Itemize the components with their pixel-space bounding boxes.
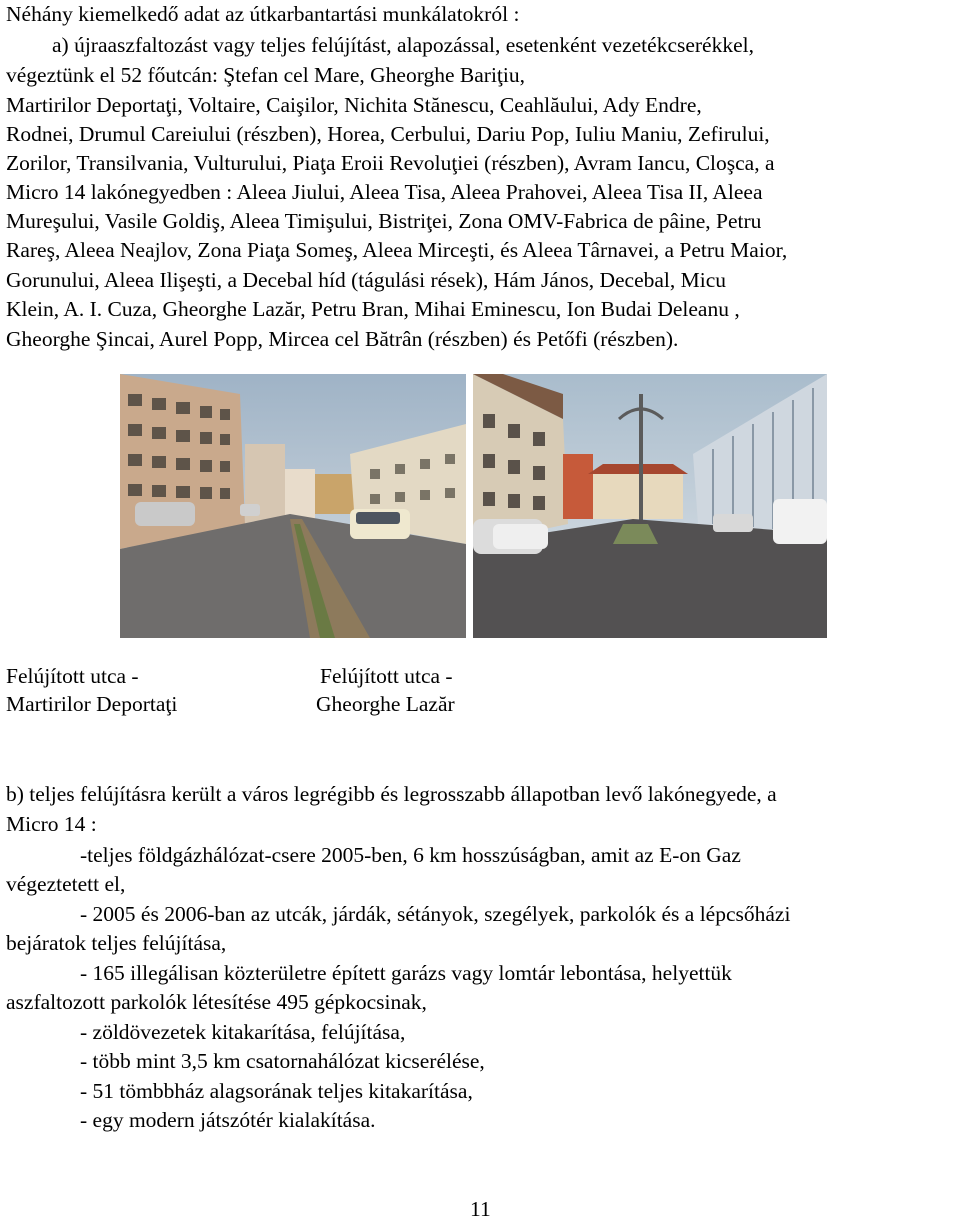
caption-right-line: Gheorghe Lazăr bbox=[316, 692, 455, 716]
caption-left-line: Martirilor Deportaţi bbox=[6, 692, 178, 716]
section-b-line: b) teljes felújításra került a város legrégibb és legrosszabb állapotban levő lakónegyede, a bbox=[6, 782, 777, 806]
page-heading: Néhány kiemelkedő adat az útkarbantartási munkálatokról : bbox=[6, 2, 520, 26]
page-number: 11 bbox=[470, 1197, 491, 1221]
section-a-line: Gheorghe Şincai, Aurel Popp, Mircea cel Bătrân (részben) és Petőfi (részben). bbox=[6, 327, 679, 351]
list-item: - 51 tömbbház alagsorának teljes kitakarítása, bbox=[80, 1079, 473, 1103]
list-item-continuation: végeztetett el, bbox=[6, 872, 126, 896]
list-item-continuation: aszfaltozott parkolók létesítése 495 gépkocsinak, bbox=[6, 990, 427, 1014]
section-a-line: végeztünk el 52 főutcán: Ştefan cel Mare, Gheorghe Bariţiu, bbox=[6, 63, 526, 87]
street-photo-gheorghe-lazar bbox=[473, 374, 827, 638]
section-a-line: Martirilor Deportaţi, Voltaire, Caişilor, Nichita Stănescu, Ceahlăului, Ady Endre, bbox=[6, 93, 702, 117]
caption-left-line: Felújított utca - bbox=[6, 664, 139, 688]
caption-right-line: Felújított utca - bbox=[320, 664, 453, 688]
list-item: - 165 illegálisan közterületre épített garázs vagy lomtár lebontása, helyettük bbox=[80, 961, 732, 985]
section-b-line: Micro 14 : bbox=[6, 812, 97, 836]
section-a-line: Mureşului, Vasile Goldiş, Aleea Timişului, Bistriţei, Zona OMV-Fabrica de pâine, Petru bbox=[6, 209, 762, 233]
street-photo-martirilor-deportati bbox=[120, 374, 466, 638]
list-item: - több mint 3,5 km csatornahálózat kicserélése, bbox=[80, 1049, 485, 1073]
list-item: -teljes földgázhálózat-csere 2005-ben, 6 km hosszúságban, amit az E-on Gaz bbox=[80, 843, 741, 867]
section-a-line: a) újraaszfaltozást vagy teljes felújítást, alapozással, esetenként vezetékcserékkel, bbox=[52, 33, 754, 57]
section-a-line: Rodnei, Drumul Careiului (részben), Horea, Cerbului, Dariu Pop, Iuliu Maniu, Zefirului, bbox=[6, 122, 770, 146]
section-a-line: Klein, A. I. Cuza, Gheorghe Lazăr, Petru Bran, Mihai Eminescu, Ion Budai Deleanu , bbox=[6, 297, 740, 321]
section-a-line: Gorunului, Aleea Ilişeşti, a Decebal híd (tágulási rések), Hám János, Decebal, Micu bbox=[6, 268, 727, 292]
list-item: - 2005 és 2006-ban az utcák, járdák, sétányok, szegélyek, parkolók és a lépcsőházi bbox=[80, 902, 791, 926]
section-a-line: Micro 14 lakónegyedben : Aleea Jiului, Aleea Tisa, Aleea Prahovei, Aleea Tisa II, Aleea bbox=[6, 180, 763, 204]
list-item: - egy modern játszótér kialakítása. bbox=[80, 1108, 376, 1132]
list-item: - zöldövezetek kitakarítása, felújítása, bbox=[80, 1020, 406, 1044]
list-item-continuation: bejáratok teljes felújítása, bbox=[6, 931, 227, 955]
section-a-line: Rareş, Aleea Neajlov, Zona Piaţa Someş, Aleea Mirceşti, és Aleea Târnavei, a Petru Maior, bbox=[6, 238, 788, 262]
section-a-line: Zorilor, Transilvania, Vulturului, Piaţa Eroii Revoluţiei (részben), Avram Iancu, Cloşca, a bbox=[6, 151, 775, 175]
